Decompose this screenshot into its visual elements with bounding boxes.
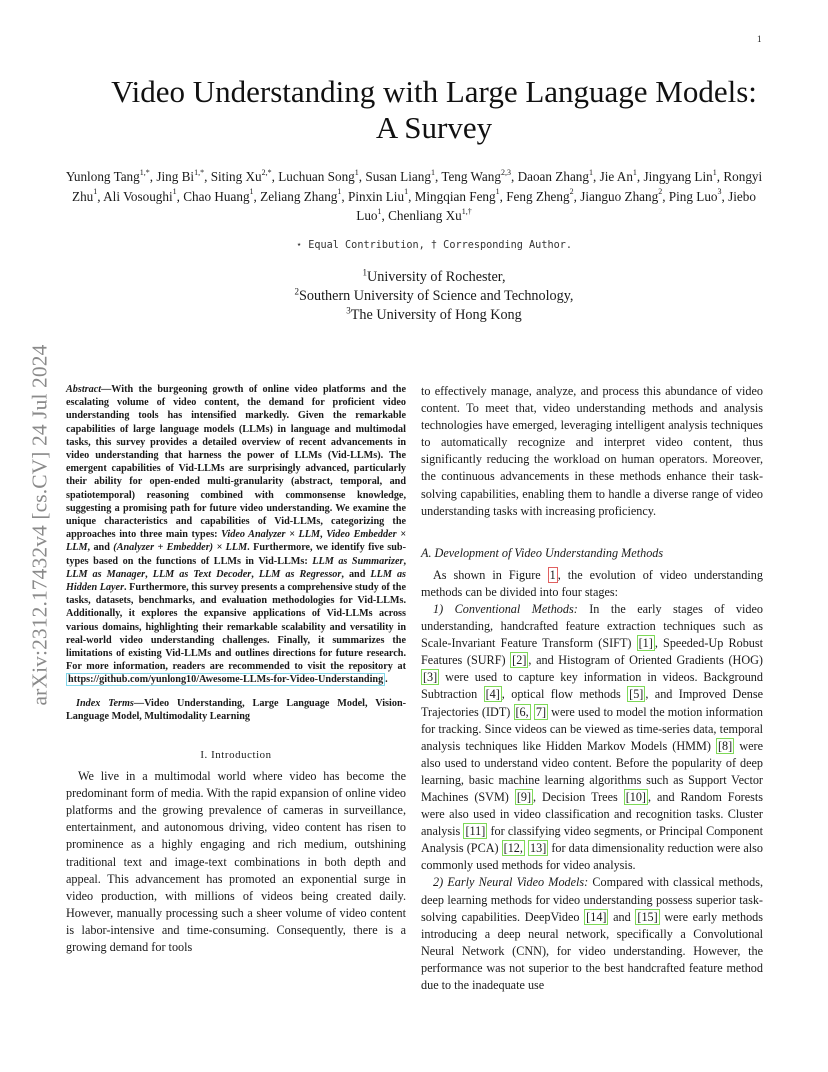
author-separator: , bbox=[662, 188, 669, 204]
author-separator: , bbox=[721, 188, 729, 204]
author-affiliation-mark: 1 bbox=[430, 167, 435, 177]
citation-1[interactable]: [1] bbox=[638, 636, 653, 651]
author-name: Daoan Zhang bbox=[517, 169, 589, 184]
author-affiliation-mark: 2 bbox=[569, 187, 574, 197]
introduction-paragraph: We live in a multimodal world where video has become the predominant form of media. With the rapid expansion of online video platforms and the growing prevalence of cameras in surveillance, entertainment, and autonomous driving, video content has risen to prominence as a highly engaging and rich medium, outshining traditional text and image-text combinations in both depth and appeal. This advancement has promoted an exponential surge in video production, with millions of videos being created daily. However, manually processing such a sheer volume of video content is labor-intensive and time-consuming. Consequently, there is a growing demand for tools bbox=[66, 769, 406, 955]
right-column bbox=[421, 383, 763, 994]
author-name: Pinxin Liu bbox=[348, 188, 405, 204]
contribution-note: ⋆ Equal Contribution, † Corresponding Author. bbox=[295, 240, 572, 251]
author-separator: , bbox=[499, 188, 507, 204]
author-separator: , bbox=[253, 188, 261, 204]
title-line-2: A Survey bbox=[375, 110, 493, 145]
author-name: Jianguo Zhang bbox=[580, 188, 659, 204]
author-name: Ali Vosoughi bbox=[103, 188, 173, 204]
early-neural-models-paragraph: 2) Early Neural Video Models: Compared with classical methods, deep learning methods for video understanding possess superior task-solving capabilities. DeepVideo [14] and [15] were early methods introducing a deep neural network, specifically a Convolutional Neural Network (CNN), for video understanding. However, the performance was not superior to the best handcrafted feature method due to the inadequate use bbox=[421, 875, 763, 992]
affiliation-mark: 3 bbox=[346, 305, 351, 316]
citation-7[interactable]: 7] bbox=[535, 704, 547, 719]
affiliation bbox=[40, 268, 828, 287]
author-affiliation-mark: 1 bbox=[712, 167, 717, 177]
index-terms-label: Index Terms bbox=[76, 697, 134, 709]
author-separator: , bbox=[204, 169, 211, 184]
author-affiliation-mark: 2,* bbox=[261, 167, 272, 177]
author-name: Feng Zheng bbox=[506, 188, 570, 204]
author-affiliation-mark: 1 bbox=[249, 187, 254, 197]
author-name: Susan Liang bbox=[365, 169, 431, 184]
author-affiliation-mark: 1 bbox=[632, 167, 637, 177]
author-name: Luchuan Song bbox=[278, 169, 355, 184]
author-affiliation-mark: 1 bbox=[495, 187, 500, 197]
introduction-continuation: to effectively manage, analyze, and process this abundance of video content. To meet that, video understanding methods and analysis technologies have emerged, leveraging intelligent analysis techniques to automatically recognize and interpret video content, thus significantly reducing the workload on human operators. Moreover, the continuous advancements in these methods enhance their task-solving capabilities, enabling them to handle a diverse range of video understanding tasks with increasing proficiency. bbox=[421, 384, 763, 518]
author-affiliation-mark: 1 bbox=[588, 167, 593, 177]
author-affiliation-mark: 1 bbox=[404, 187, 409, 197]
affiliation-name: Southern University of Science and Technology, bbox=[299, 288, 574, 304]
author-separator: , bbox=[97, 188, 104, 204]
author-affiliation-mark: 1,* bbox=[139, 167, 150, 177]
citation-12[interactable]: [12, bbox=[503, 841, 523, 856]
affiliation bbox=[40, 287, 828, 306]
abstract-label: Abstract bbox=[66, 384, 102, 395]
author-separator: , bbox=[573, 188, 581, 204]
author-separator: , bbox=[510, 169, 518, 184]
author-name: Chao Huang bbox=[183, 188, 250, 204]
author-affiliation-mark: 1 bbox=[172, 187, 177, 197]
author-name: Ping Luo bbox=[668, 188, 718, 204]
citation-4[interactable]: [4] bbox=[485, 687, 500, 702]
section-heading-introduction: I. Introduction bbox=[200, 749, 272, 762]
author-list bbox=[60, 167, 768, 226]
figure-ref-1[interactable]: 1 bbox=[549, 567, 556, 582]
author-separator: , bbox=[716, 169, 724, 184]
author-separator: , bbox=[358, 169, 366, 184]
author-separator: , bbox=[408, 188, 415, 204]
author-separator: , bbox=[381, 208, 389, 224]
affiliation bbox=[40, 306, 828, 325]
affiliation-name: University of Rochester, bbox=[366, 269, 506, 285]
author-separator: , bbox=[341, 188, 348, 204]
subsection-heading-development: A. Development of Video Understanding Methods bbox=[421, 545, 664, 560]
citation-10[interactable]: [10] bbox=[625, 789, 646, 804]
author-separator: , bbox=[434, 169, 442, 184]
author-separator: , bbox=[176, 188, 184, 204]
author-affiliation-mark: 3 bbox=[717, 187, 722, 197]
author-name: Zeliang Zhang bbox=[260, 188, 338, 204]
citation-11[interactable]: [11] bbox=[465, 824, 486, 839]
author-affiliation-mark: 1 bbox=[354, 167, 359, 177]
arxiv-stamp: arXiv:2312.17432v4 [cs.CV] 24 Jul 2024 bbox=[27, 344, 52, 706]
citation-15[interactable]: [15] bbox=[637, 909, 658, 924]
author-name: Chenliang Xu bbox=[388, 208, 462, 224]
author-affiliation-mark: 1 bbox=[337, 187, 342, 197]
citation-9[interactable]: [9] bbox=[516, 789, 532, 804]
affiliation-mark: 2 bbox=[294, 286, 300, 297]
author-affiliation-mark: 2,3 bbox=[500, 167, 511, 177]
author-separator: , bbox=[636, 169, 644, 184]
paper-title bbox=[40, 74, 828, 146]
author-name: Jie An bbox=[599, 169, 633, 184]
author-name: Mingqian Feng bbox=[414, 188, 496, 204]
author-name: Siting Xu bbox=[210, 169, 262, 184]
author-name: Yunlong Tang bbox=[65, 169, 140, 184]
citation-3[interactable]: [3] bbox=[423, 670, 438, 685]
affiliation-name: The University of Hong Kong bbox=[350, 307, 522, 323]
author-affiliation-mark: 2 bbox=[658, 187, 663, 197]
citation-2[interactable]: [2] bbox=[512, 653, 527, 668]
early-neural-models-title: 2) Early Neural Video Models: bbox=[433, 875, 589, 890]
author-affiliation-mark: 1 bbox=[377, 206, 382, 216]
title-line-1: Video Understanding with Large Language Models: bbox=[111, 74, 757, 109]
author-separator: , bbox=[149, 169, 157, 184]
author-name: Jing Bi bbox=[156, 169, 195, 184]
author-name: Teng Wang bbox=[441, 169, 501, 184]
author-name: Jingyang Lin bbox=[643, 169, 713, 184]
author-affiliation-mark: 1,† bbox=[461, 206, 472, 216]
left-column bbox=[66, 383, 406, 956]
affiliation-mark: 1 bbox=[362, 267, 367, 278]
index-terms: Index Terms—Video Understanding, Large Language Model, Vision-Language Model, Multimodality Learning bbox=[66, 697, 406, 722]
affiliation-list bbox=[40, 268, 828, 325]
citation-14[interactable]: [14] bbox=[586, 909, 607, 924]
citation-13[interactable]: 13] bbox=[530, 841, 547, 856]
author-separator: , bbox=[271, 169, 279, 184]
citation-6[interactable]: [6, bbox=[515, 704, 529, 719]
author-affiliation-mark: 1,* bbox=[194, 167, 205, 177]
author-separator: , bbox=[592, 169, 600, 184]
page-number: 1 bbox=[757, 34, 762, 44]
evolution-intro-paragraph: As shown in Figure 1 , the evolution of video understanding methods can be divided into four stages: bbox=[421, 567, 763, 599]
conventional-methods-title: 1) Conventional Methods: bbox=[433, 601, 578, 616]
conventional-methods-paragraph: 1) Conventional Methods: In the early stages of video understanding, handcrafted feature extraction techniques such as Scale-Invariant Feature Transform (SIFT) [1] , Speeded-Up Robust Features (SURF) [2] , and Histogram of Oriented Gradients (HOG) [3] were used to capture key information in videos. Background Subtraction [4] , optical flow methods [5] , and Improved Dense Trajectories (IDT) [6, 7] were used to model the motion information for tracking. Since videos can be viewed as time-series data, temporal analysis techniques like Hidden Markov Models (HMM) [8] were also used to understand video content. Before the popularity of deep learning, basic machine learning algorithms such as Support Vector Machines (SVM) [9] , Decision Trees [10] , and Random Forests were also used in video classification and recognition tasks. Cluster analysis [11] for classifying video segments, or Principal Component Analysis (PCA) [12, 13] for data dimensionality reduction were also commonly used methods for video analysis. bbox=[421, 601, 764, 873]
citation-5[interactable]: [5] bbox=[629, 687, 644, 702]
abstract: Abstract—With the burgeoning growth of online video platforms and the escalating volume of video content, the demand for proficient video understanding tools has intensified markedly. Given the remarkable capabilities of large language models (LLMs) in language and multimodal tasks, this survey provides a detailed overview of recent advancements in video understanding that harness the power of LLMs (Vid-LLMs). The emergent capabilities of Vid-LLMs are surprisingly advanced, particularly their ability for open-ended multi-granularity (abstract, temporal, and spatiotemporal) reasoning combined with commonsense knowledge, suggesting a promising path for future video understanding. We examine the unique characteristics and capabilities of Vid-LLMs, categorizing the approaches into three main types: Video Analyzer × LLM, Video Embedder × LLM, and (Analyzer + Embedder) × LLM. Furthermore, we identify five sub-types based on the functions of LLMs in Vid-LLMs: LLM as Summarizer, LLM as Manager, LLM as Text Decoder, LLM as Regressor, and LLM as Hidden Layer. Furthermore, this survey presents a comprehensive study of the tasks, datasets, benchmarks, and evaluation methodologies for Vid-LLMs. Additionally, it explores the expansive applications of Vid-LLMs across various domains, highlighting their remarkable scalability and versatility in real-world video understanding challenges. Finally, it summarizes the limitations of existing Vid-LLMs and outlines directions for future research. For more information, readers are recommended to visit the repository at https://github.com/yunlong10/Awesome-LLMs-for-Video-Understanding . bbox=[66, 384, 407, 686]
citation-8[interactable]: [8] bbox=[718, 738, 733, 753]
author-name: Jiebo Luo bbox=[356, 188, 756, 224]
author-affiliation-mark: 1 bbox=[93, 187, 98, 197]
author-name: Rongyi Zhu bbox=[72, 169, 763, 204]
repository-link[interactable]: https://github.com/yunlong10/Awesome-LLMs-for-Video-Understanding bbox=[68, 674, 384, 686]
